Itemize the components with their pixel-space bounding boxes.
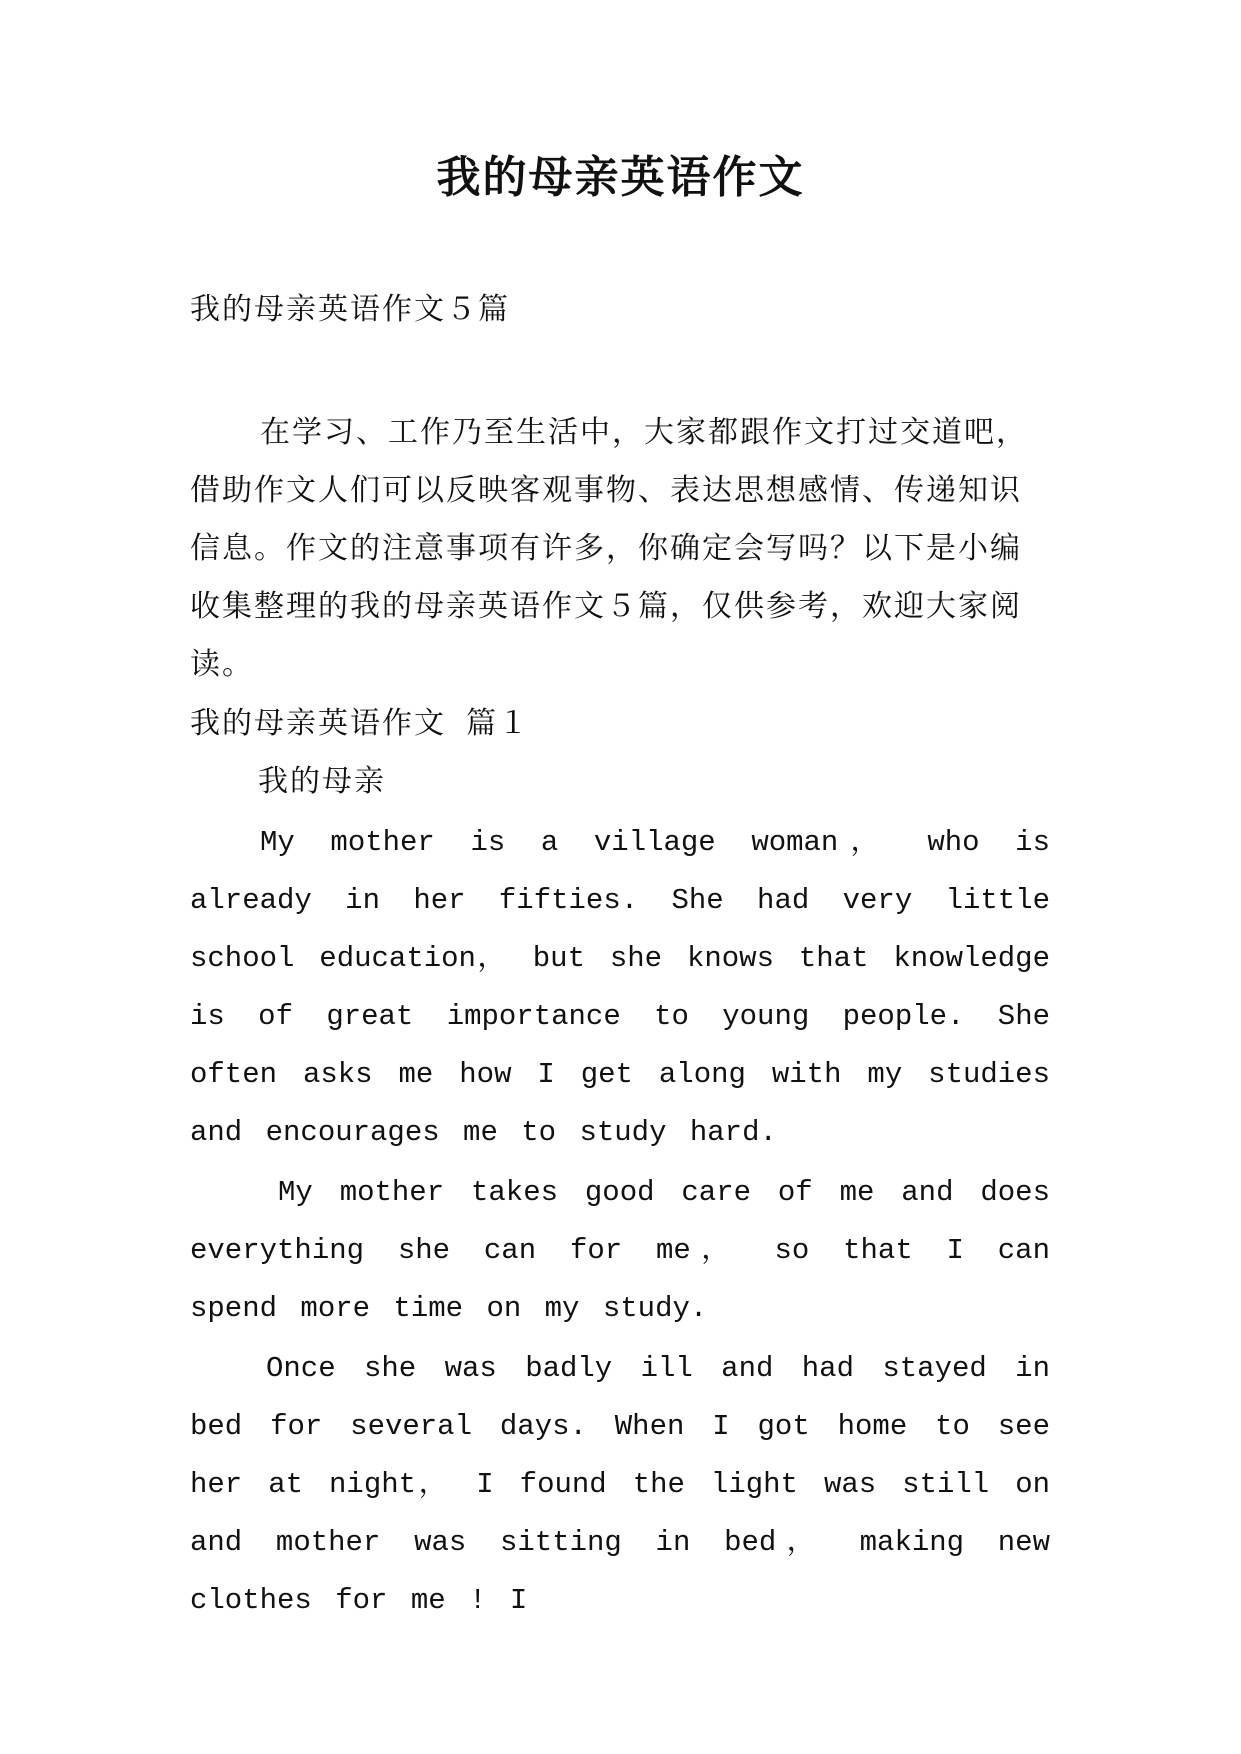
section-heading: 我的母亲英语作文 篇１ — [190, 706, 531, 741]
essay-paragraph-3: Once she was badly ill and had stayed in bed for several days. When I got home to see her at night， I found the light was still on and mother was sitting in bed， making new clothes for me ! I — [190, 1352, 1050, 1617]
document-subtitle: 我的母亲英语作文５篇 — [190, 292, 510, 327]
essay-paragraph-2: My mother takes good care of me and does everything she can for me， so that I can spend more time on my study. — [190, 1176, 1050, 1325]
essay-title: 我的母亲 — [258, 764, 386, 799]
intro-paragraph: 在学习、工作乃至生活中，大家都跟作文打过交道吧，借助作文人们可以反映客观事物、表达思想感情、传递知识信息。作文的注意事项有许多，你确定会写吗？以下是小编收集整理的我的母亲英语作文５篇，仅供参考，欢迎大家阅读。 — [190, 415, 1028, 682]
essay-paragraph-1: My mother is a village woman， who is already in her fifties. She had very little school education， but she knows that knowledge is of great importance to young people. She often asks me how I get along with my studies and encourages me to study hard. — [190, 826, 1050, 1149]
page-title: 我的母亲英语作文 — [436, 152, 805, 203]
